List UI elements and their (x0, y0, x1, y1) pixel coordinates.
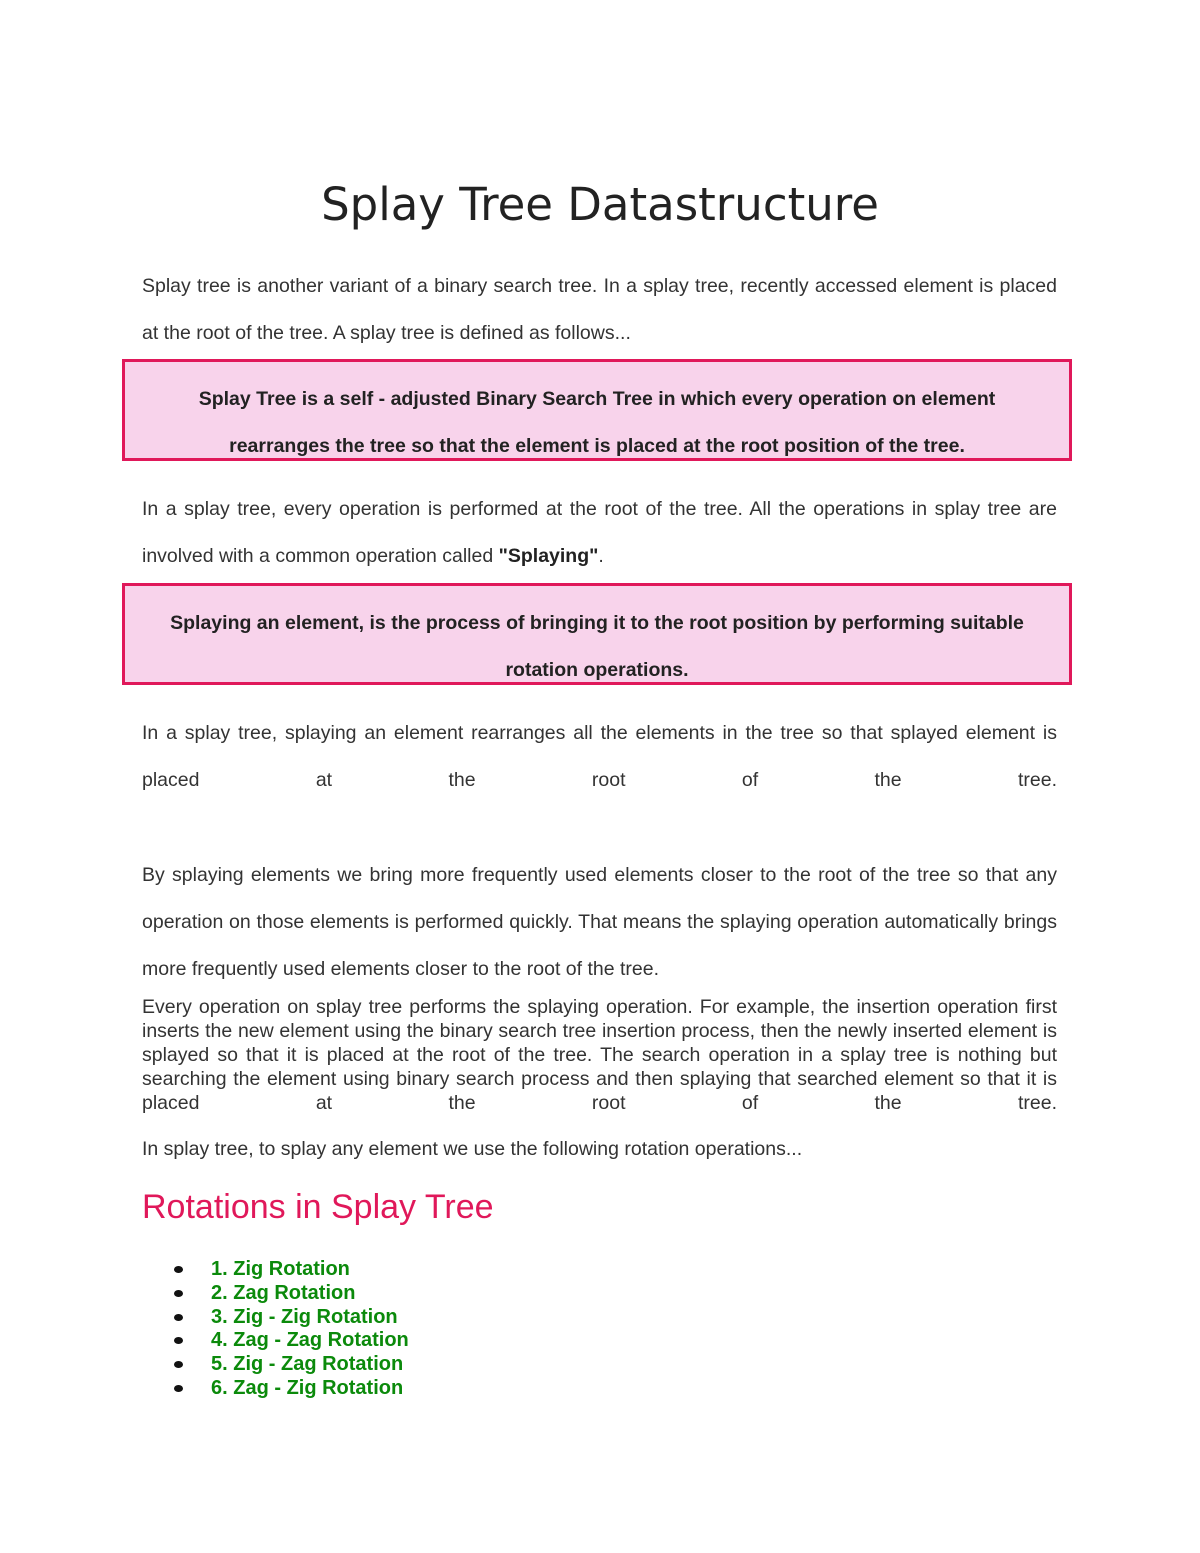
list-item[interactable] (170, 1377, 409, 1401)
bullet-icon (174, 1385, 183, 1392)
rotation-link[interactable]: 4. Zag - Zag Rotation (211, 1329, 409, 1352)
rotation-link[interactable]: 6. Zag - Zig Rotation (211, 1376, 404, 1399)
rotations-list (170, 1258, 409, 1401)
frequency-paragraph: By splaying elements we bring more frequently used elements closer to the root of the tree so that any operation on those elements is performed quickly. That means the splaying operation automatically brings more frequently used elements closer to the root of the tree. (142, 864, 1057, 980)
list-item[interactable] (170, 1258, 409, 1282)
bullet-icon (174, 1314, 183, 1321)
definition-callout (122, 359, 1072, 461)
intro-paragraph: Splay tree is another variant of a binary search tree. In a splay tree, recently accessed element is placed at the root of the tree. A splay tree is defined as follows... (142, 275, 1057, 344)
list-item[interactable] (170, 1329, 409, 1353)
operations-paragraph (142, 486, 1057, 580)
bullet-icon (174, 1361, 183, 1368)
rotation-link[interactable]: 1. Zig Rotation (211, 1258, 350, 1280)
bullet-icon (174, 1290, 183, 1297)
rearrange-paragraph: In a splay tree, splaying an element rearranges all the elements in the tree so that splayed element is placed at the root of the tree. (142, 722, 1057, 791)
splaying-callout-text: Splaying an element, is the process of bringing it to the root position by performing suitable rotation operations. (170, 612, 1024, 681)
splaying-term: "Splaying" (498, 545, 599, 567)
page-title: Splay Tree Datastructure (321, 178, 879, 231)
rotations-intro-paragraph: In splay tree, to splay any element we use the following rotation operations... (142, 1138, 803, 1160)
definition-callout-text: Splay Tree is a self - adjusted Binary Search Tree in which every operation on element rearranges the tree so that the element is placed at the root position of the tree. (198, 388, 996, 457)
operations-text-end: . (598, 545, 604, 567)
operations-text: In a splay tree, every operation is performed at the root of the tree. All the operations in splay tree are involved with a common operation called (142, 498, 1057, 567)
insertion-paragraph: Every operation on splay tree performs the splaying operation. For example, the insertion operation first inserts the new element using the binary search tree insertion process, then the newly inserted element is splayed so that it is placed at the root of the tree. The search operation in a splay tree is nothing but searching the element using binary search process and then splaying that searched element so that it is placed at the root of the tree. (142, 996, 1057, 1114)
rotations-heading: Rotations in Splay Tree (142, 1188, 494, 1226)
bullet-icon (174, 1266, 183, 1273)
rotation-link[interactable]: 2. Zag Rotation (211, 1281, 356, 1304)
bullet-icon (174, 1337, 183, 1344)
rotation-link[interactable]: 3. Zig - Zig Rotation (211, 1305, 398, 1328)
list-item[interactable] (170, 1306, 409, 1330)
rotation-link[interactable]: 5. Zig - Zag Rotation (211, 1353, 404, 1376)
splaying-callout (122, 583, 1072, 685)
list-item[interactable] (170, 1353, 409, 1377)
list-item[interactable] (170, 1282, 409, 1306)
